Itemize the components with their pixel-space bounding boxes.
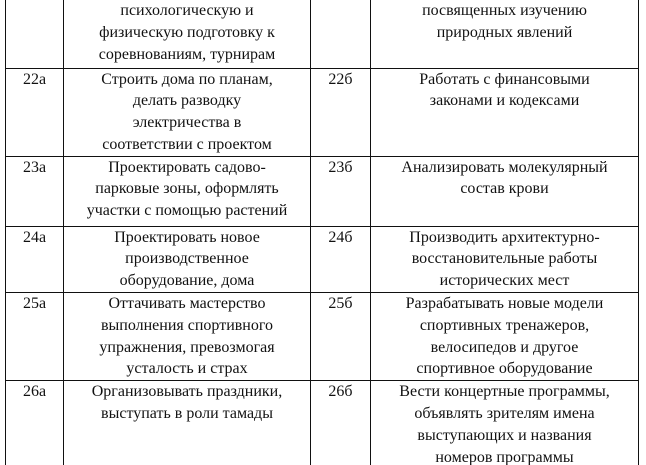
- text-line: состав крови: [460, 180, 549, 198]
- row-text-left: [64, 68, 311, 156]
- text-line: физическую подготовку к: [99, 23, 275, 41]
- text-line: объявлять зрителям имена: [414, 405, 595, 423]
- row-id-left: [6, 0, 64, 68]
- row-id-left: 24а: [6, 226, 64, 292]
- text-line: спортивное оборудование: [416, 360, 593, 378]
- text-line: Работать с финансовыми: [419, 70, 590, 88]
- text-line: Производить архитектурно-: [409, 228, 600, 246]
- row-id-left: 22а: [6, 68, 64, 156]
- text-line: производственное: [125, 250, 249, 268]
- table-row: [6, 0, 639, 68]
- text-line: Разрабатывать новые модели: [405, 295, 604, 313]
- text-line: Строить дома по планам,: [101, 70, 273, 88]
- text-line: велосипедов и другое: [430, 338, 579, 356]
- text-line: соревнованиям, турнирам: [98, 45, 276, 63]
- text-line: выступать в роли тамады: [101, 405, 273, 423]
- row-id-left: 25а: [6, 293, 64, 381]
- text-line: упражнения, превозмогая: [99, 338, 275, 356]
- row-id-left: 26а: [6, 381, 64, 465]
- text-line: оборудование, дома: [119, 272, 255, 290]
- row-text-right: [371, 156, 639, 226]
- text-line: делать разводку: [132, 92, 242, 110]
- questionnaire-table: [5, 0, 639, 465]
- row-id-right: 25б: [311, 293, 371, 381]
- table-row: [6, 293, 639, 381]
- text-line: участки с помощью растений: [86, 202, 288, 220]
- row-id-right: 22б: [311, 68, 371, 156]
- row-id-left: 23а: [6, 156, 64, 226]
- row-text-right: [371, 0, 639, 68]
- text-line: усталость и страх: [126, 360, 248, 378]
- text-line: Вести концертные программы,: [399, 383, 610, 401]
- text-line: Анализировать молекулярный: [401, 158, 608, 176]
- table-row: [6, 226, 639, 292]
- text-line: спортивных тренажеров,: [419, 316, 590, 334]
- row-text-right: [371, 381, 639, 465]
- text-line: Организовывать праздники,: [91, 383, 283, 401]
- text-line: Оттачивать мастерство: [108, 295, 266, 313]
- text-line: природных явлений: [436, 23, 573, 41]
- text-line: посвященных изучению: [422, 2, 587, 19]
- row-text-left: [64, 293, 311, 381]
- text-line: соответствии с проектом: [102, 135, 272, 153]
- row-text-left: [64, 226, 311, 292]
- text-line: законами и кодексами: [429, 92, 580, 110]
- row-text-right: [371, 68, 639, 156]
- text-line: номеров программы: [435, 448, 574, 465]
- text-line: психологическую и: [120, 2, 254, 19]
- text-line: восстановительные работы: [411, 250, 598, 268]
- text-line: выполнения спортивного: [100, 316, 274, 334]
- table-row: [6, 381, 639, 465]
- table-row: [6, 68, 639, 156]
- row-text-right: [371, 226, 639, 292]
- row-text-left: [64, 381, 311, 465]
- text-line: исторических мест: [439, 272, 570, 290]
- text-line: выступающих и названия: [417, 426, 592, 444]
- text-line: Проектировать новое: [114, 228, 260, 246]
- row-text-right: [371, 293, 639, 381]
- text-line: парковые зоны, оформлять: [95, 180, 279, 198]
- text-line: Проектировать садово-: [108, 158, 266, 176]
- row-id-right: [311, 0, 371, 68]
- row-text-left: [64, 156, 311, 226]
- row-text-left: [64, 0, 311, 68]
- row-id-right: 24б: [311, 226, 371, 292]
- text-line: электричества в: [132, 114, 242, 132]
- row-id-right: 23б: [311, 156, 371, 226]
- table-row: [6, 156, 639, 226]
- row-id-right: 26б: [311, 381, 371, 465]
